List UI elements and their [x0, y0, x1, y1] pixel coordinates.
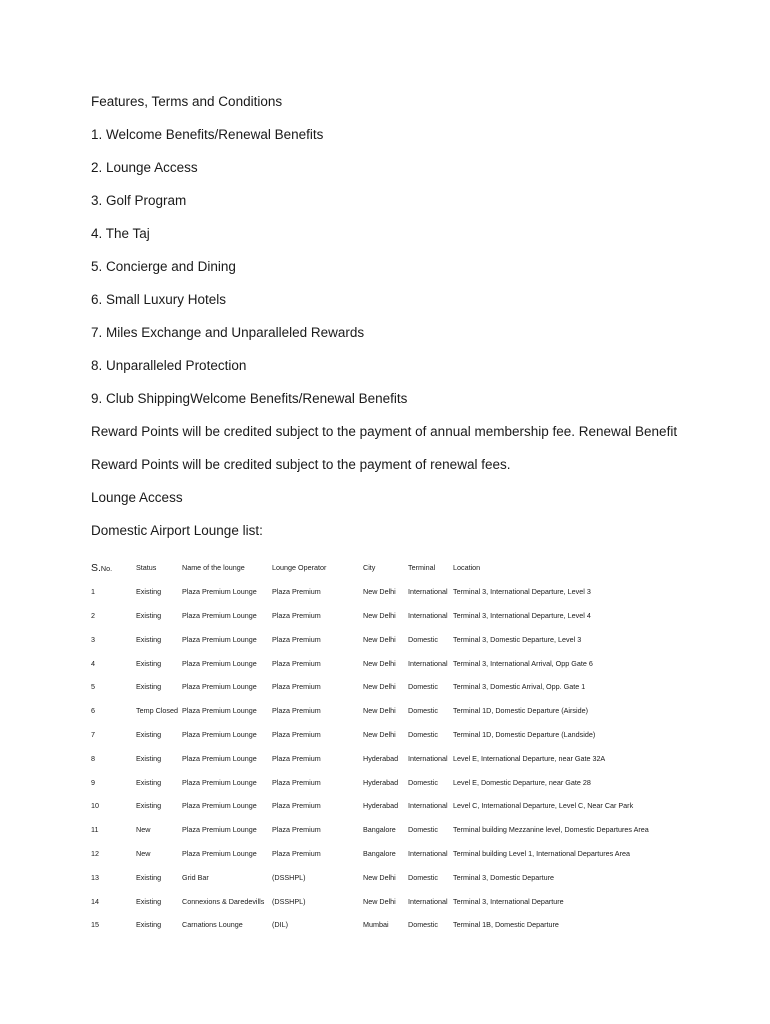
cell-location: Terminal 3, Domestic Departure, Level 3 — [453, 634, 582, 644]
cell-operator: Plaza Premium — [272, 587, 321, 597]
cell-city: Hyderabad — [363, 801, 399, 811]
cell-lounge-name: Connexions & Daredevills — [182, 896, 265, 906]
cell-terminal: Domestic — [408, 634, 438, 644]
cell-sno: 10 — [91, 801, 99, 811]
cell-lounge-name: Plaza Premium Lounge — [182, 682, 257, 692]
cell-city: Bangalore — [363, 848, 396, 858]
cell-sno: 11 — [91, 825, 99, 835]
cell-operator: Plaza Premium — [272, 658, 321, 668]
cell-operator: Plaza Premium — [272, 729, 321, 739]
cell-lounge-name: Plaza Premium Lounge — [182, 706, 257, 716]
cell-lounge-name: Plaza Premium Lounge — [182, 729, 257, 739]
cell-operator: Plaza Premium — [272, 634, 321, 644]
cell-city: New Delhi — [363, 706, 396, 716]
cell-operator: Plaza Premium — [272, 610, 321, 620]
cell-lounge-name: Grid Bar — [182, 872, 209, 882]
cell-location: Terminal building Mezzanine level, Domestic Departures Area — [453, 825, 649, 835]
cell-lounge-name: Plaza Premium Lounge — [182, 825, 257, 835]
cell-status: Existing — [136, 872, 162, 882]
cell-status: Existing — [136, 587, 162, 597]
table-row — [91, 818, 751, 842]
cell-sno: 4 — [91, 658, 95, 668]
table-header-row — [91, 556, 751, 580]
cell-sno: 5 — [91, 682, 95, 692]
cell-location: Terminal 1B, Domestic Departure — [453, 920, 559, 930]
cell-status: Existing — [136, 753, 162, 763]
cell-terminal: International — [408, 753, 448, 763]
table-row — [91, 723, 751, 747]
cell-lounge-name: Plaza Premium Lounge — [182, 634, 257, 644]
cell-city: New Delhi — [363, 729, 396, 739]
cell-sno: 8 — [91, 753, 95, 763]
cell-operator: (DIL) — [272, 920, 288, 930]
header-lounge-name: Name of the lounge — [182, 563, 245, 573]
cell-terminal: International — [408, 587, 448, 597]
feature-item-2: 2. Lounge Access — [91, 160, 198, 175]
cell-sno: 7 — [91, 729, 95, 739]
cell-terminal: Domestic — [408, 872, 438, 882]
feature-item-9: 9. Club ShippingWelcome Benefits/Renewal Benefits — [91, 391, 408, 406]
table-row — [91, 865, 751, 889]
cell-sno: 6 — [91, 706, 95, 716]
cell-operator: Plaza Premium — [272, 682, 321, 692]
table-row — [91, 651, 751, 675]
header-city: City — [363, 563, 376, 573]
cell-status: New — [136, 848, 151, 858]
cell-lounge-name: Plaza Premium Lounge — [182, 610, 257, 620]
header-terminal: Terminal — [408, 563, 436, 573]
table-row — [91, 889, 751, 913]
cell-location: Level C, International Departure, Level C, Near Car Park — [453, 801, 634, 811]
cell-location: Terminal 3, International Departure, Level 3 — [453, 587, 591, 597]
domestic-lounge-list-heading: Domestic Airport Lounge list: — [91, 523, 263, 538]
header-location: Location — [453, 563, 481, 573]
cell-status: Existing — [136, 777, 162, 787]
cell-status: Temp Closed — [136, 706, 178, 716]
cell-status: Existing — [136, 658, 162, 668]
cell-lounge-name: Plaza Premium Lounge — [182, 848, 257, 858]
cell-sno: 9 — [91, 777, 95, 787]
cell-terminal: International — [408, 848, 448, 858]
lounge-access-heading: Lounge Access — [91, 490, 183, 505]
cell-operator: Plaza Premium — [272, 706, 321, 716]
cell-location: Level E, Domestic Departure, near Gate 28 — [453, 777, 591, 787]
cell-operator: Plaza Premium — [272, 848, 321, 858]
cell-location: Terminal 3, International Arrival, Opp Gate 6 — [453, 658, 593, 668]
table-row — [91, 794, 751, 818]
cell-terminal: Domestic — [408, 682, 438, 692]
table-row — [91, 627, 751, 651]
cell-city: New Delhi — [363, 872, 396, 882]
cell-operator: (DSSHPL) — [272, 896, 306, 906]
cell-operator: Plaza Premium — [272, 753, 321, 763]
cell-terminal: International — [408, 658, 448, 668]
document-text — [91, 92, 751, 554]
table-row — [91, 604, 751, 628]
cell-city: Hyderabad — [363, 777, 399, 787]
table-row — [91, 580, 751, 604]
cell-city: Bangalore — [363, 825, 396, 835]
feature-item-1: 1. Welcome Benefits/Renewal Benefits — [91, 127, 324, 142]
cell-terminal: Domestic — [408, 825, 438, 835]
feature-item-6: 6. Small Luxury Hotels — [91, 292, 227, 307]
cell-terminal: International — [408, 896, 448, 906]
cell-sno: 15 — [91, 920, 99, 930]
cell-location: Terminal 3, Domestic Departure — [453, 872, 555, 882]
cell-status: Existing — [136, 729, 162, 739]
cell-terminal: Domestic — [408, 706, 438, 716]
cell-lounge-name: Carnations Lounge — [182, 920, 243, 930]
table-row — [91, 699, 751, 723]
cell-city: New Delhi — [363, 896, 396, 906]
cell-sno: 3 — [91, 634, 95, 644]
table-body — [91, 580, 751, 937]
cell-terminal: International — [408, 610, 448, 620]
cell-status: Existing — [136, 682, 162, 692]
feature-item-3: 3. Golf Program — [91, 193, 187, 208]
cell-status: Existing — [136, 896, 162, 906]
feature-item-5: 5. Concierge and Dining — [91, 259, 236, 274]
cell-lounge-name: Plaza Premium Lounge — [182, 658, 257, 668]
cell-terminal: Domestic — [408, 729, 438, 739]
lounge-table — [91, 556, 751, 937]
cell-operator: (DSSHPL) — [272, 872, 306, 882]
cell-lounge-name: Plaza Premium Lounge — [182, 801, 257, 811]
cell-status: Existing — [136, 610, 162, 620]
reward-points-paragraph: Reward Points will be credited subject to the payment of annual membership fee. Renewal Benefit — [91, 424, 678, 439]
cell-location: Terminal 1D, Domestic Departure (Landside) — [453, 729, 596, 739]
cell-terminal: Domestic — [408, 777, 438, 787]
table-row — [91, 842, 751, 866]
cell-city: New Delhi — [363, 658, 396, 668]
cell-status: New — [136, 825, 151, 835]
cell-operator: Plaza Premium — [272, 825, 321, 835]
table-row — [91, 770, 751, 794]
feature-item-7: 7. Miles Exchange and Unparalleled Rewards — [91, 325, 365, 340]
cell-sno: 1 — [91, 587, 95, 597]
cell-location: Level E, International Departure, near Gate 32A — [453, 753, 606, 763]
cell-city: Hyderabad — [363, 753, 399, 763]
cell-location: Terminal 3, International Departure — [453, 896, 564, 906]
cell-city: New Delhi — [363, 587, 396, 597]
header-sno: S.No. — [91, 561, 113, 574]
cell-status: Existing — [136, 801, 162, 811]
doc-title: Features, Terms and Conditions — [91, 94, 283, 109]
cell-location: Terminal 3, International Departure, Level 4 — [453, 610, 591, 620]
cell-lounge-name: Plaza Premium Lounge — [182, 753, 257, 763]
cell-operator: Plaza Premium — [272, 777, 321, 787]
cell-sno: 2 — [91, 610, 95, 620]
feature-item-8: 8. Unparalleled Protection — [91, 358, 247, 373]
header-lounge-operator: Lounge Operator — [272, 563, 327, 573]
cell-city: New Delhi — [363, 610, 396, 620]
header-status: Status — [136, 563, 157, 573]
cell-lounge-name: Plaza Premium Lounge — [182, 587, 257, 597]
table-row — [91, 913, 751, 937]
cell-city: Mumbai — [363, 920, 389, 930]
cell-sno: 12 — [91, 848, 99, 858]
table-row — [91, 746, 751, 770]
cell-status: Existing — [136, 634, 162, 644]
cell-sno: 13 — [91, 872, 99, 882]
cell-operator: Plaza Premium — [272, 801, 321, 811]
cell-terminal: International — [408, 801, 448, 811]
cell-status: Existing — [136, 920, 162, 930]
cell-city: New Delhi — [363, 634, 396, 644]
feature-item-4: 4. The Taj — [91, 226, 150, 241]
table-row — [91, 675, 751, 699]
cell-location: Terminal 3, Domestic Arrival, Opp. Gate 1 — [453, 682, 586, 692]
cell-location: Terminal 1D, Domestic Departure (Airside) — [453, 706, 589, 716]
cell-sno: 14 — [91, 896, 99, 906]
cell-location: Terminal building Level 1, International Departures Area — [453, 848, 630, 858]
cell-terminal: Domestic — [408, 920, 438, 930]
cell-city: New Delhi — [363, 682, 396, 692]
cell-lounge-name: Plaza Premium Lounge — [182, 777, 257, 787]
renewal-paragraph: Reward Points will be credited subject to the payment of renewal fees. — [91, 457, 511, 472]
